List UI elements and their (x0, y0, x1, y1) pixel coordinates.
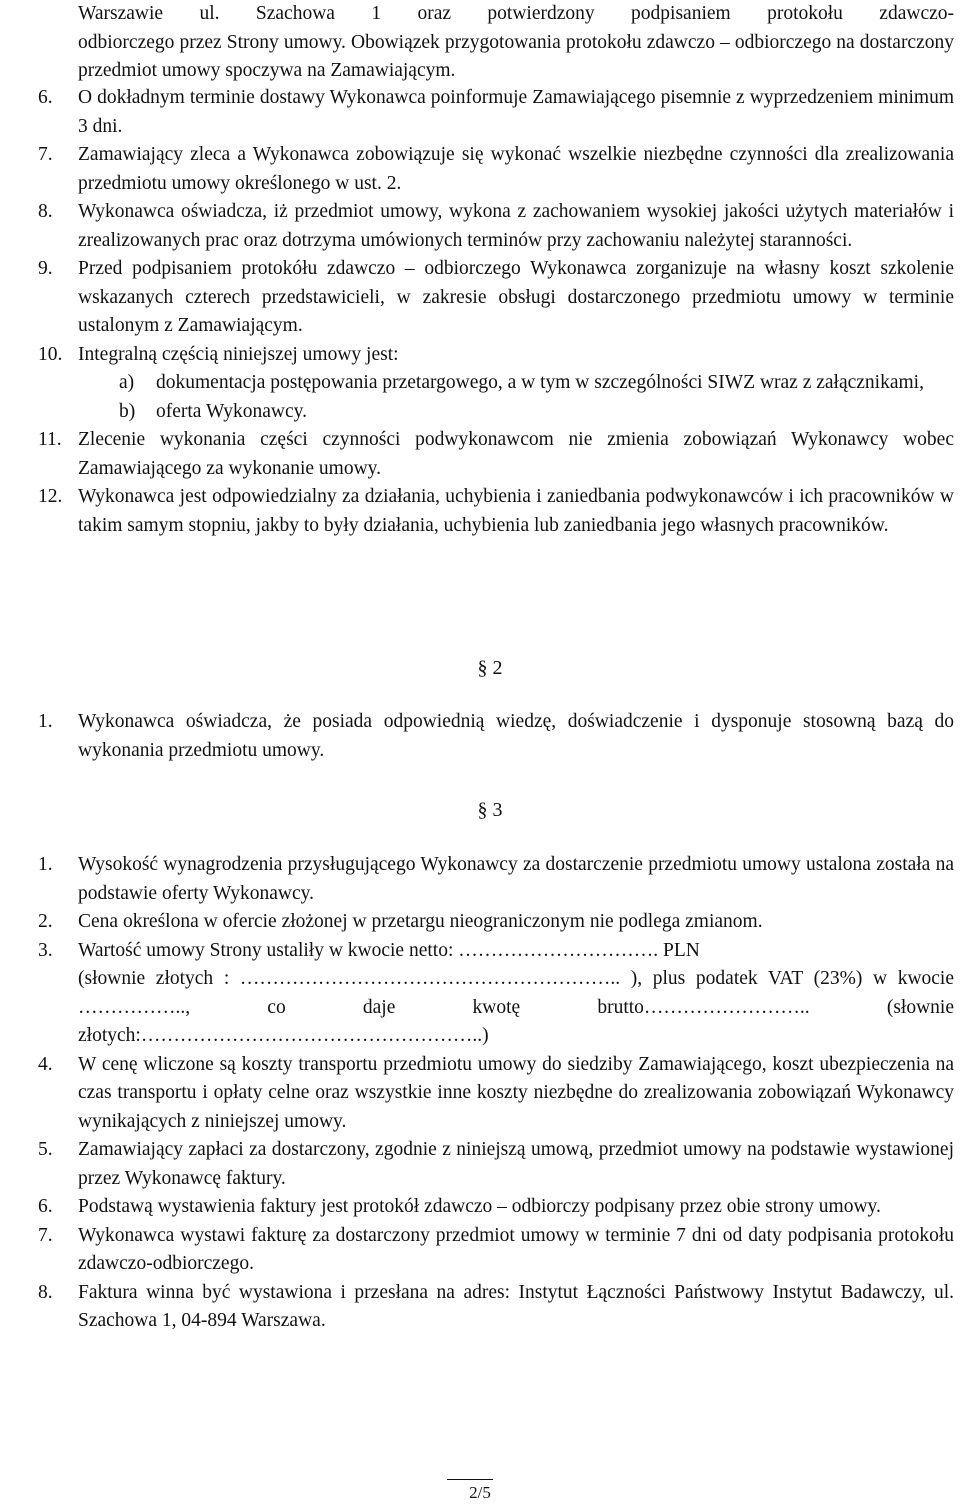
item-number: 8. (38, 1281, 53, 1303)
item-number: 2. (38, 911, 53, 932)
sub-item-letter: a) (119, 372, 135, 393)
item-text: Wykonawca jest odpowiedzialny za działania, uchybienia i zaniedbania podwykonawców i ich pracowników w takim samym stopniu, jakby to były działania, uchybienia lub zaniedbania jego własnych pracowników. (78, 486, 954, 536)
item-number: 6. (38, 1196, 53, 1217)
sub-list-item (0, 369, 960, 398)
item-text: Wykonawca wystawi fakturę za dostarczony przedmiot umowy w terminie 7 dni od daty podpisania protokołu zdawczo-odbiorczego. (78, 1224, 954, 1274)
section-3-heading: § 3 (477, 799, 503, 821)
item-text: Wykonawca oświadcza, iż przedmiot umowy, wykona z zachowaniem wysokiej jakości użytych materiałów i zrealizowanych prac oraz dotrzyma umówionych terminów przy zachowaniu należytej staranności. (78, 201, 954, 251)
item-number: 7. (38, 1224, 53, 1246)
item-text: (słownie złotych : ………………………………………………….. ), plus podatek VAT (23%) w kwocie …………….., co daje kwotę brutto…………………….. (słownie złotych:……………………………………………..) (78, 968, 954, 1046)
item-number: 1. (38, 854, 53, 875)
continuation-text: odbiorczego przez Strony umowy. Obowiązek przygotowania protokołu zdawczo – odbiorczego na dostarczony przedmiot umowy spoczywa na Zamawiającym. (78, 31, 954, 81)
sub-list-item (0, 398, 960, 427)
section-3-items (0, 851, 960, 1336)
item-text: Podstawą wystawienia faktury jest protokół zdawczo – odbiorczy podpisany przez obie strony umowy. (78, 1196, 881, 1217)
item-number: 11. (38, 429, 62, 450)
footer-divider (447, 1479, 493, 1480)
item-number: 8. (38, 201, 53, 222)
item-text: Zlecenie wykonania części czynności podwykonawcom nie zmienia zobowiązań Wykonawcy wobec Zamawiającego za wykonanie umowy. (78, 429, 954, 479)
list-item (0, 1136, 960, 1193)
item-number: 5. (38, 1139, 53, 1160)
top-continuation (0, 0, 960, 86)
list-item (0, 426, 960, 483)
item-text: O dokładnym terminie dostawy Wykonawca poinformuje Zamawiającego pisemnie z wyprzedzeniem minimum 3 dni. (78, 87, 954, 137)
item-text: Wykonawca oświadcza, że posiada odpowiednią wiedzę, doświadczenie i dysponuje stosowną bazą do wykonania przedmiotu umowy. (78, 711, 954, 761)
section-2-items (0, 708, 960, 765)
list-item (0, 141, 960, 198)
item-text: Cena określona w ofercie złożonej w przetargu nieograniczonym nie podlega zmianom. (78, 911, 763, 932)
item-number: 4. (38, 1053, 53, 1075)
item-number: 12. (38, 486, 63, 507)
list-item (0, 198, 960, 255)
continuation-line-1: Warszawie ul. Szachowa 1 oraz potwierdzony podpisaniem protokołu zdawczo- (78, 3, 954, 24)
list-item (0, 341, 960, 370)
sub-item-letter: b) (119, 400, 136, 422)
item-text: W cenę wliczone są koszty transportu przedmiotu umowy do siedziby Zamawiającego, koszt ubezpieczenia na czas transportu i opłaty celne oraz wszystkie inne koszty niezbędne do zrealizowania zobowiązań Wykonawcy wynikających z niniejszej umowy. (78, 1053, 954, 1132)
item-number: 3. (38, 939, 53, 961)
list-item (0, 255, 960, 341)
item-text: Zamawiający zleca a Wykonawca zobowiązuje się wykonać wszelkie niezbędne czynności dla zrealizowania przedmiotu umowy określonego w ust. 2. (78, 144, 954, 194)
list-item (0, 908, 960, 937)
item-text: Integralną częścią niniejszej umowy jest: (78, 343, 399, 365)
item-number: 10. (38, 343, 63, 365)
list-item (0, 937, 960, 966)
section-2-heading: § 2 (477, 657, 503, 679)
page-number: 2/5 (469, 1483, 491, 1502)
section-1-items (0, 84, 960, 540)
list-item (0, 1222, 960, 1279)
item-text: Wartość umowy Strony ustaliły w kwocie netto: …………………………. PLN (78, 939, 700, 961)
item-number: 9. (38, 258, 53, 279)
list-item (0, 1051, 960, 1137)
list-item (0, 483, 960, 540)
sub-item-text: dokumentacja postępowania przetargowego, a w tym w szczególności SIWZ wraz z załącznikami, (156, 372, 924, 393)
list-item (0, 851, 960, 908)
item-number: 1. (38, 711, 53, 732)
item-number: 7. (38, 144, 53, 165)
list-item (0, 1193, 960, 1222)
list-item (0, 1279, 960, 1336)
item-number: 6. (38, 87, 53, 108)
list-item (0, 84, 960, 141)
item-text: Przed podpisaniem protokółu zdawczo – odbiorczego Wykonawca zorganizuje na własny koszt szkolenie wskazanych czterech przedstawicieli, w zakresie obsługi dostarczonego przedmiotu umowy w terminie ustalonym z Zamawiającym. (78, 258, 954, 336)
item-text: Faktura winna być wystawiona i przesłana na adres: Instytut Łączności Państwowy Instytut Badawczy, ul. Szachowa 1, 04-894 Warszawa. (78, 1281, 954, 1331)
list-item (0, 708, 960, 765)
item-text: Wysokość wynagrodzenia przysługującego Wykonawcy za dostarczenie przedmiotu umowy ustalona została na podstawie oferty Wykonawcy. (78, 854, 954, 904)
list-item-continuation (0, 965, 960, 1051)
sub-item-text: oferta Wykonawcy. (156, 400, 307, 422)
item-text: Zamawiający zapłaci za dostarczony, zgodnie z niniejszą umową, przedmiot umowy na podstawie wystawionej przez Wykonawcę faktury. (78, 1139, 954, 1189)
